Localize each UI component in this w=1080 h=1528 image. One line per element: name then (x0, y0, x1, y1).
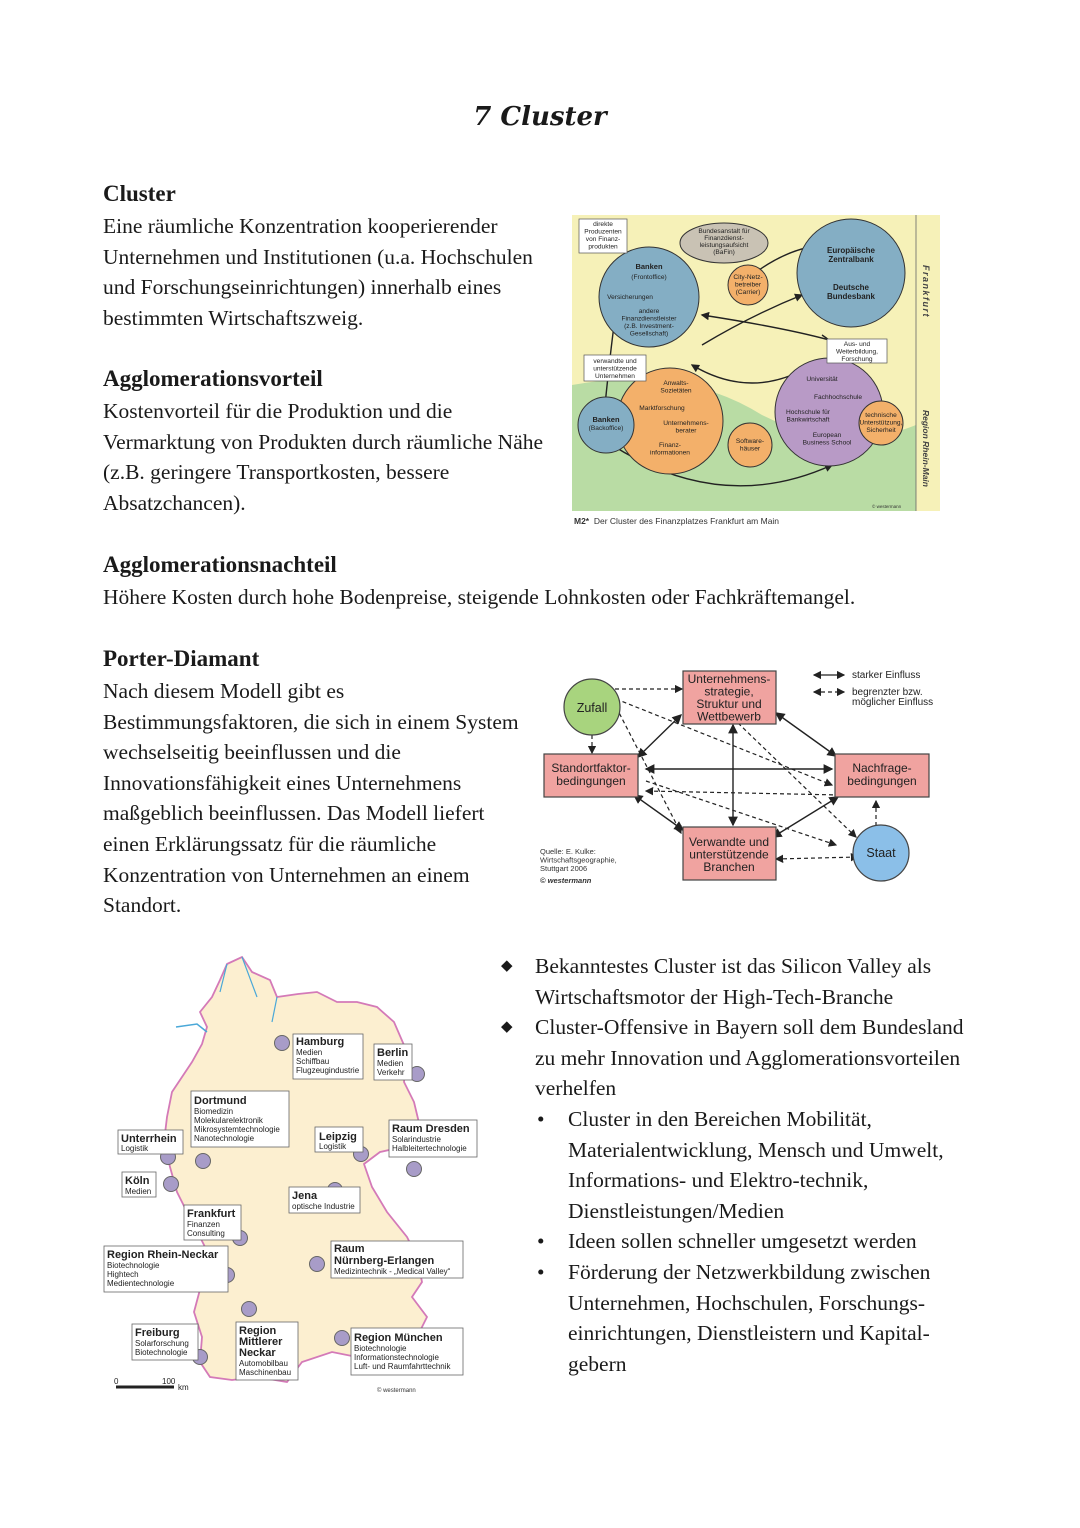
svg-text:EuropeanBusiness School: European Business School (802, 432, 852, 447)
svg-text:Mikrosystemtechnologie: Mikrosystemtechnologie (194, 1125, 280, 1134)
bullet-silicon-valley: ◆ Bekanntestes Cluster ist das Silicon Valley als Wirtschaftsmotor der High-Tech-Branche (501, 951, 981, 1012)
svg-text:Molekularelektronik: Molekularelektronik (194, 1116, 263, 1125)
svg-text:verwandte undunterstützendeUnt: verwandte und unterstützende Unternehmen (593, 358, 637, 380)
sub-bullet-netzwerk: • Förderung der Netzwerkbildung zwischen Unternehmen, Hochschulen, Forschungs-einrichtungen, Dienstleistern und Kapital-gebern (535, 1257, 981, 1379)
svg-text:Biomedizin: Biomedizin (194, 1107, 234, 1116)
page-title: 7 Cluster (473, 102, 607, 132)
svg-text:Verkehr: Verkehr (377, 1068, 405, 1077)
svg-text:Halbleitertechnologie: Halbleitertechnologie (392, 1144, 467, 1153)
label-direkte: direkte Produzenten von Finanz-produkten (584, 221, 622, 251)
map-label-koeln: Köln (125, 1175, 150, 1187)
map-label-unterrhein: Unterrhein (121, 1133, 177, 1145)
bullet-list (501, 951, 981, 1379)
svg-text:Finanz-informationen: Finanz-informationen (650, 442, 690, 457)
text-porter-diamant: Nach diesem Modell gibt es Bestimmungsfaktoren, die sich in einem System wechselseitig beeinflussen und die Innovationsfähigkeit eines Unternehmens maßgeblich beeinflussen. Das Modell liefert einen Erklärungssatz für die räumliche Konzentration von Unternehmen an einem Standort. (103, 679, 519, 918)
label-banken: Banken (635, 262, 663, 271)
svg-text:Standortfaktor-bedingungen: Standortfaktor-bedingungen (551, 761, 631, 788)
svg-text:Medizintechnik - „Medical Vall: Medizintechnik - „Medical Valley“ (334, 1267, 451, 1276)
svg-text:technischeUnterstützung,Sicher: technische Unterstützung, Sicherheit (859, 412, 903, 434)
svg-text:Medien: Medien (377, 1059, 404, 1068)
map-label-dresden: Raum Dresden (392, 1123, 470, 1135)
circle-ezb-bundesbank (797, 219, 905, 327)
dot-koeln (164, 1177, 179, 1192)
svg-text:Medientechnologie: Medientechnologie (107, 1279, 175, 1288)
germany-outline (164, 957, 427, 1382)
map-label-nuernberg-raum: Raum (334, 1243, 365, 1255)
label-versicherungen: Versicherungen (607, 294, 653, 301)
text-agglomerationsnachteil: Höhere Kosten durch hohe Bodenpreise, steigende Lohnkosten oder Fachkräftemangel. (103, 585, 856, 609)
dot-dortmund (196, 1154, 211, 1169)
heading-agglomerationsvorteil: Agglomerationsvorteil (103, 366, 323, 391)
svg-text:Automobilbau: Automobilbau (239, 1359, 288, 1368)
svg-text:Region: Region (239, 1325, 277, 1337)
svg-text:andereFinanzdienstleister(z.B.: andere Finanzdienstleister (z.B. Investment-Gesellschaft) (621, 308, 677, 338)
dot-mittlerer-neckar (242, 1302, 257, 1317)
label-banken-back: Banken (592, 415, 620, 424)
svg-text:Medien: Medien (125, 1187, 152, 1196)
porter-diamant-figure (538, 665, 948, 890)
svg-text:Aus- undWeiterbildung,Forschun: Aus- und Weiterbildung, Forschung (835, 341, 879, 363)
label-region-side: Region Rhein-Main (921, 410, 931, 487)
legend-strong: starker Einfluss (852, 670, 921, 681)
svg-text:100: 100 (162, 1377, 176, 1386)
svg-text:Anwalts-Sozietäten: Anwalts-Sozietäten (660, 380, 692, 395)
label-zufall: Zufall (576, 701, 608, 715)
label-backoffice: (Backoffice) (588, 425, 624, 432)
svg-text:Finanzen: Finanzen (187, 1220, 220, 1229)
svg-text:optische Industrie: optische Industrie (292, 1202, 355, 1211)
label-staat: Staat (866, 846, 896, 860)
copyright-map: © westermann (377, 1388, 416, 1392)
map-label-nuernberg: Nürnberg-Erlangen (334, 1255, 435, 1267)
label-universitaet: Universität (806, 376, 838, 383)
text-cluster: Eine räumliche Konzentration kooperierender Unternehmen und Institutionen (u.a. Hochschulen und Forschungseinrichtungen) innerhalb eines bestimmten Wirtschaftszweig. (103, 214, 533, 330)
svg-text:Neckar: Neckar (239, 1347, 276, 1359)
dot-muenchen (335, 1331, 350, 1346)
svg-text:Software-häuser: Software-häuser (735, 438, 765, 453)
map-label-leipzig: Leipzig (319, 1131, 357, 1143)
frankfurt-cluster-figure (572, 215, 942, 513)
germany-cluster-map (102, 952, 482, 1392)
dot-hamburg (275, 1036, 290, 1051)
svg-text:Biotechnologie: Biotechnologie (354, 1344, 407, 1353)
heading-agglomerationsnachteil: Agglomerationsnachteil (103, 552, 337, 577)
bullet-cluster-offensive: ◆ Cluster-Offensive in Bayern soll dem Bundesland zu mehr Innovation und Agglomerationsvorteilen verhelfen • Cluster in den Bereichen Mobilität, Materialentwicklung, Mensch und Umwelt, Informations- und Elektro-technik, Dienstleistungen/Medien • Ideen sollen schneller umgesetzt werden • Förderung der Netzwerkbildung zwischen Unternehmen, Hochschulen, Forschungs-einrichtungen, Dienstleistern und Kapital-gebern (501, 1012, 981, 1379)
map-label-rhein-neckar: Region Rhein-Neckar (107, 1249, 219, 1261)
sub-bullet-ideen: • Ideen sollen schneller umgesetzt werden (535, 1226, 981, 1257)
copyright-frankfurt: © westermann (872, 504, 902, 509)
map-label-freiburg: Freiburg (135, 1327, 180, 1339)
sub-bullet-bereiche: • Cluster in den Bereichen Mobilität, Materialentwicklung, Mensch und Umwelt, Informations- und Elektro-technik, Dienstleistungen/Medien (535, 1104, 981, 1226)
map-label-hamburg: Hamburg (296, 1036, 345, 1048)
label-frontoffice: (Frontoffice) (631, 274, 667, 281)
svg-text:Unternehmens-strategie,Struktu: Unternehmens-strategie, Struktur und Wettbewerb (687, 672, 771, 724)
svg-text:Hochschule fürBankwirtschaft: Hochschule für Bankwirtschaft (786, 409, 830, 424)
svg-text:km: km (178, 1383, 189, 1392)
svg-text:begrenzter bzw.möglicher Einfl: begrenzter bzw. möglicher Einfluss (852, 687, 934, 708)
map-label-dortmund: Dortmund (194, 1095, 247, 1107)
label-frankfurt-side: Frankfurt (921, 265, 931, 319)
svg-text:Logistik: Logistik (319, 1142, 347, 1151)
map-scale-bar (114, 1377, 189, 1392)
svg-text:Verwandte undunterstützendeBra: Verwandte und unterstützende Branchen (688, 835, 770, 874)
svg-text:Solarforschung: Solarforschung (135, 1339, 189, 1348)
svg-text:Flugzeugindustrie: Flugzeugindustrie (296, 1066, 360, 1075)
svg-text:Logistik: Logistik (121, 1144, 149, 1153)
dot-dresden (407, 1162, 422, 1177)
svg-text:DeutscheBundesbank: Deutsche Bundesbank (826, 283, 876, 301)
svg-text:Luft- und Raumfahrttechnik: Luft- und Raumfahrttechnik (354, 1362, 451, 1371)
text-agglomerationsvorteil: Kostenvorteil für die Produktion und die Vermarktung von Produkten durch räumliche Nähe (z.B. geringere Transportkosten, bessere Absatzchancen). (103, 399, 544, 515)
svg-text:Biotechnologie: Biotechnologie (135, 1348, 188, 1357)
svg-text:EuropäischeZentralbank: Europäische Zentralbank (826, 246, 876, 264)
svg-text:Schiffbau: Schiffbau (296, 1057, 330, 1066)
svg-text:Maschinenbau: Maschinenbau (239, 1368, 292, 1377)
map-label-muenchen: Region München (354, 1332, 443, 1344)
svg-text:Consulting: Consulting (187, 1229, 225, 1238)
heading-cluster: Cluster (103, 181, 176, 206)
svg-text:Nachfrage-bedingungen: Nachfrage-bedingungen (847, 761, 917, 788)
svg-text:0: 0 (114, 1377, 119, 1386)
svg-text:Solarindustrie: Solarindustrie (392, 1135, 441, 1144)
heading-porter-diamant: Porter-Diamant (103, 646, 260, 671)
svg-text:Nanotechnologie: Nanotechnologie (194, 1134, 255, 1143)
map-label-berlin: Berlin (377, 1047, 409, 1059)
svg-text:Biotechnologie: Biotechnologie (107, 1261, 160, 1270)
caption-frankfurt: M2* Der Cluster des Finanzplatzes Frankfurt am Main (574, 516, 780, 526)
svg-text:Unternehmens-berater: Unternehmens-berater (663, 420, 709, 435)
copyright-porter: © westermann (540, 876, 592, 885)
label-marktforschung: Marktforschung (639, 405, 685, 412)
svg-text:Medien: Medien (296, 1048, 323, 1057)
svg-text:Bundesanstalt fürFinanzdienst-: Bundesanstalt für Finanzdienst-leistungsaufsicht (BaFin) (698, 228, 750, 256)
map-label-frankfurt: Frankfurt (187, 1208, 236, 1220)
svg-text:Hightech: Hightech (107, 1270, 139, 1279)
svg-text:Informationstechnologie: Informationstechnologie (354, 1353, 439, 1362)
svg-text:Mittlerer: Mittlerer (239, 1336, 283, 1348)
svg-text:Quelle: E. Kulke:Wirtschaftsge: Quelle: E. Kulke: Wirtschaftsgeographie, Stuttgart 2006 (540, 847, 617, 873)
dot-nuernberg (310, 1257, 325, 1272)
svg-text:City-Netz-betreiber(Carrier): City-Netz-betreiber (Carrier) (733, 274, 763, 296)
map-label-jena: Jena (292, 1190, 318, 1202)
label-fachhochschule: Fachhochschule (813, 394, 863, 401)
